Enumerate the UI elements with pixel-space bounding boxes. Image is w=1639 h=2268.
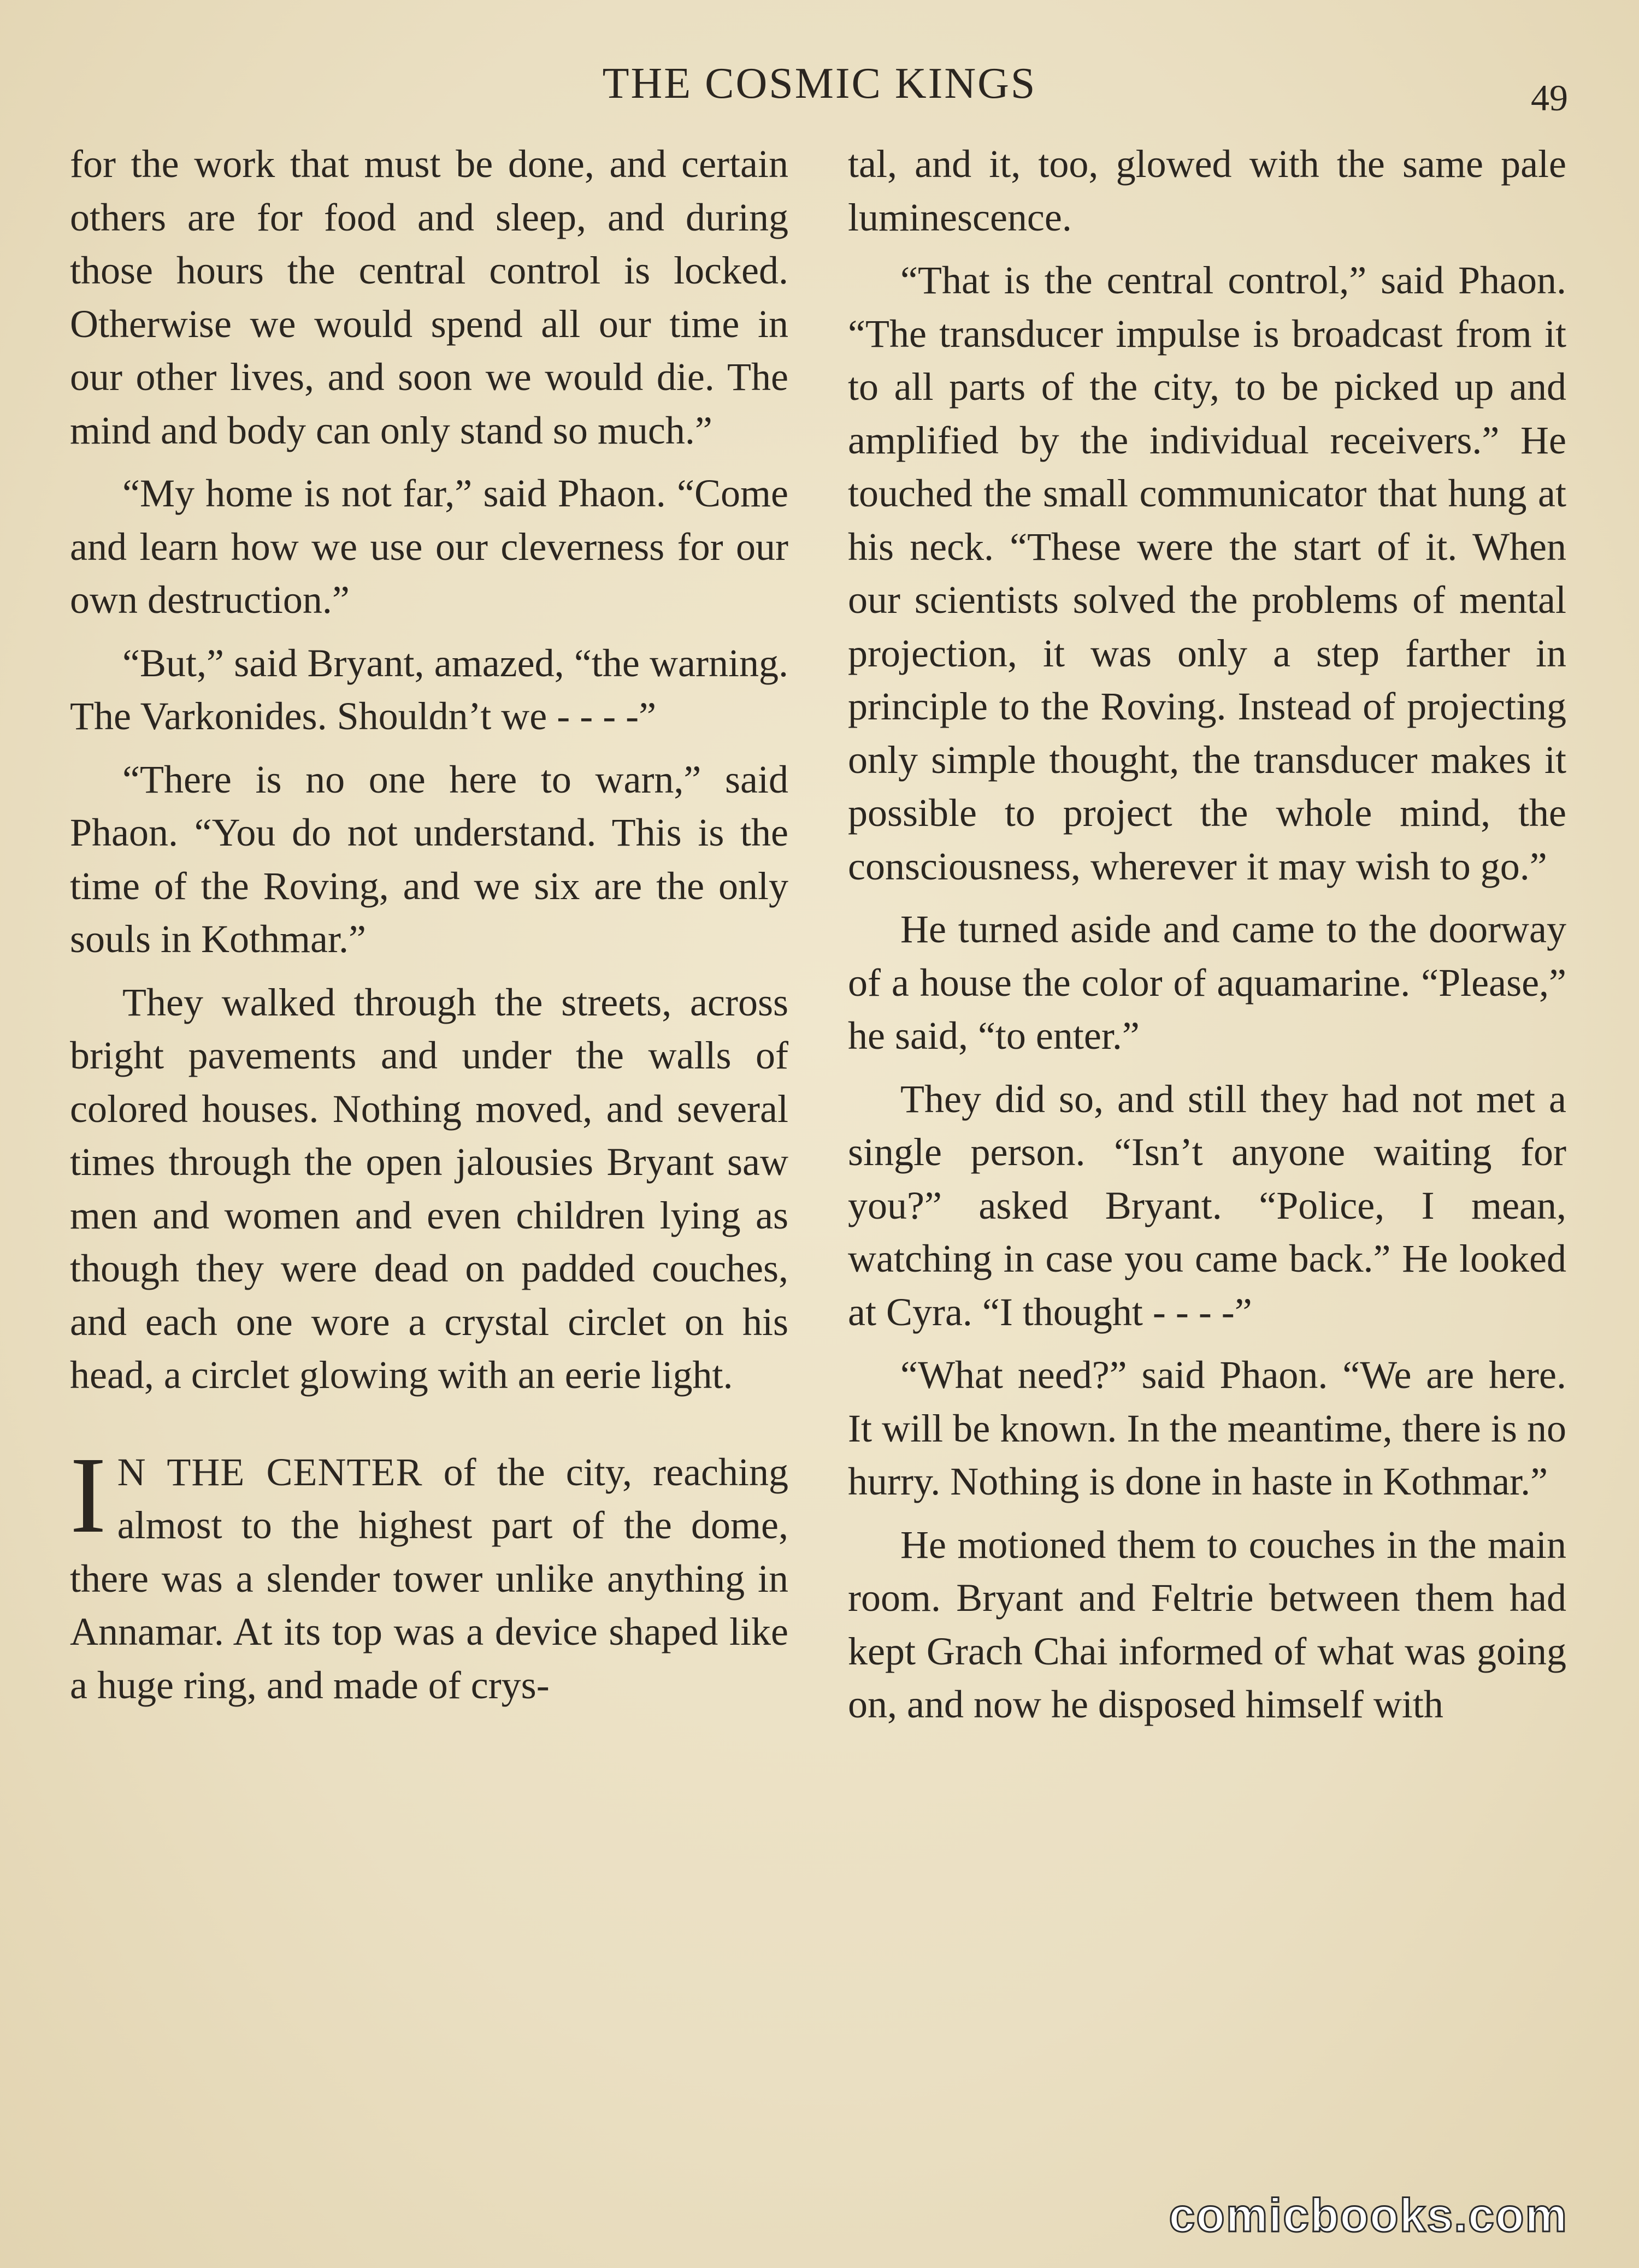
text-column-left: [70, 138, 788, 1722]
paragraph: tal, and it, too, glowed with the same pale luminescence.: [848, 142, 1566, 239]
paragraph: for the work that must be done, and certain others are for food and sleep, and during those hours the central control is locked. Otherwise we would spend all our time in our other lives, and soon we would die. The mind and body can only stand so much.”: [70, 142, 788, 452]
paragraph: They walked through the streets, across bright pavements and under the walls of colored houses. Nothing moved, and several times through the open jalousies Bryant saw men and women and even children lying as though they were dead on padded couches, and each one wore a crystal circlet on his head, a circlet glowing with an eerie light.: [70, 980, 788, 1397]
page-number: 49: [1531, 77, 1568, 119]
text-column-right: [848, 138, 1566, 1741]
running-head: THE COSMIC KINGS: [602, 60, 1037, 108]
lead-in-caps: N THE CENTER: [117, 1450, 423, 1494]
section-break: [70, 1412, 788, 1446]
paragraph: He turned aside and came to the doorway of a house the color of aquamarine. “Please,” he said, “to enter.”: [848, 907, 1566, 1058]
paragraph: They did so, and still they had not met a single person. “Isn’t anyone waiting for you?” asked Bryant. “Police, I mean, watching in case you came back.” He looked at Cyra. “I thought - - - -”: [848, 1077, 1566, 1334]
paragraph: “That is the central control,” said Phaon. “The transducer impulse is broadcast from it to all parts of the city, to be picked up and amplified by the individual receivers.” He touched the small communicator that hung at his neck. “These were the start of it. When our scientists solved the problems of mental projection, it was only a step farther in principle to the Roving. Instead of projecting only simple thought, the transducer makes it possible to project the whole mind, the consciousness, wherever it may wish to go.”: [848, 258, 1566, 888]
paragraph: “What need?” said Phaon. “We are here. It will be known. In the meantime, there is no hurry. Nothing is done in haste in Kothmar.”: [848, 1353, 1566, 1503]
paragraph: “There is no one here to warn,” said Phaon. “You do not understand. This is the time of the Roving, and we six are the only souls in Kothmar.”: [70, 757, 788, 961]
drop-cap: I: [70, 1434, 107, 1556]
site-watermark: comicbooks.com: [1169, 2189, 1568, 2242]
paragraph: “But,” said Bryant, amazed, “the warning. The Varkonides. Shouldn’t we - - - -”: [70, 641, 788, 738]
paragraph: “My home is not far,” said Phaon. “Come and learn how we use our cleverness for our own destruction.”: [70, 471, 788, 622]
lead-paragraph-text: of the city, reaching almost to the highest part of the dome, there was a slender tower unlike anything in Annamar. At its top was a device shaped like a huge ring, and made of crys-: [70, 1450, 789, 1707]
section-lead-paragraph: [70, 1434, 789, 1712]
paragraph: He motioned them to couches in the main room. Bryant and Feltrie between them had kept Grach Chai informed of what was going on, and now he disposed himself with: [848, 1522, 1566, 1726]
